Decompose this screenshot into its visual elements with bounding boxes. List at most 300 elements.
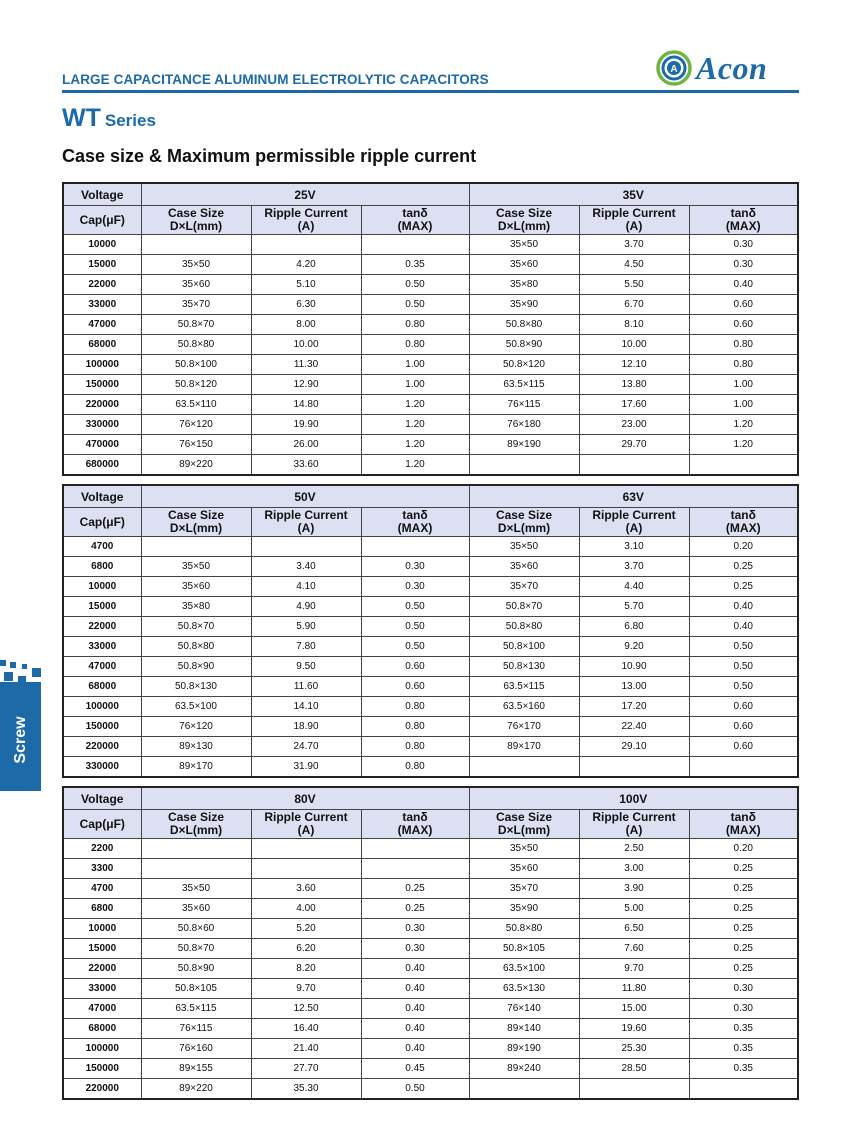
- case-size-header: [469, 508, 579, 537]
- capacitance-cell: 4700: [63, 879, 141, 899]
- header-line-1: Ripple Current: [592, 810, 676, 824]
- tan-delta-cell: [361, 859, 469, 879]
- cap-label: Cap(μF): [63, 206, 141, 235]
- case-size-cell: 50.8×80: [141, 637, 251, 657]
- case-size-cell: 50.8×70: [469, 597, 579, 617]
- ripple-current-cell: 6.50: [579, 919, 689, 939]
- ripple-current-cell: 6.20: [251, 939, 361, 959]
- tan-delta-cell: 0.40: [361, 979, 469, 999]
- spec-table-3: [62, 786, 799, 1100]
- tan-delta-cell: 0.50: [689, 677, 798, 697]
- side-tab-pattern: [0, 660, 41, 688]
- tan-delta-cell: 1.20: [361, 455, 469, 476]
- case-size-cell: 89×240: [469, 1059, 579, 1079]
- case-size-header: [469, 810, 579, 839]
- header-line-2: (A): [625, 521, 643, 535]
- cap-label: Cap(μF): [63, 508, 141, 537]
- case-size-cell: 76×180: [469, 415, 579, 435]
- voltage-row: [63, 485, 798, 508]
- tan-delta-cell: 0.50: [689, 637, 798, 657]
- table-row: [63, 1079, 798, 1100]
- voltage-left: 25V: [141, 183, 469, 206]
- tan-delta-cell: 1.20: [689, 435, 798, 455]
- case-size-cell: 50.8×70: [141, 315, 251, 335]
- case-size-cell: 50.8×70: [141, 939, 251, 959]
- ripple-current-cell: 5.90: [251, 617, 361, 637]
- tan-delta-cell: 0.35: [689, 1019, 798, 1039]
- case-size-cell: 50.8×80: [469, 315, 579, 335]
- case-size-cell: 50.8×60: [141, 919, 251, 939]
- tan-delta-cell: 0.25: [689, 577, 798, 597]
- ripple-current-cell: 26.00: [251, 435, 361, 455]
- table-row: [63, 597, 798, 617]
- ripple-current-cell: 3.60: [251, 879, 361, 899]
- ripple-current-cell: 21.40: [251, 1039, 361, 1059]
- ripple-current-cell: 5.50: [579, 275, 689, 295]
- case-size-cell: 50.8×105: [469, 939, 579, 959]
- capacitance-cell: 10000: [63, 235, 141, 255]
- header-line-2: (A): [297, 219, 315, 233]
- tan-delta-cell: 0.60: [689, 697, 798, 717]
- case-size-cell: 63.5×115: [469, 677, 579, 697]
- capacitance-cell: 680000: [63, 455, 141, 476]
- case-size-cell: [141, 859, 251, 879]
- voltage-right: 63V: [469, 485, 798, 508]
- case-size-cell: 35×80: [141, 597, 251, 617]
- tan-delta-cell: 1.00: [689, 395, 798, 415]
- ripple-current-cell: 10.90: [579, 657, 689, 677]
- voltage-left: 80V: [141, 787, 469, 810]
- table-row: [63, 1059, 798, 1079]
- tan-delta-cell: 0.40: [689, 275, 798, 295]
- ripple-current-cell: 33.60: [251, 455, 361, 476]
- case-size-cell: 35×70: [469, 879, 579, 899]
- ripple-current-header: [251, 508, 361, 537]
- header-line-1: tanδ: [402, 508, 428, 522]
- ripple-current-cell: 5.20: [251, 919, 361, 939]
- tan-delta-cell: [689, 455, 798, 476]
- table-row: [63, 537, 798, 557]
- tan-delta-cell: 0.60: [689, 717, 798, 737]
- table-row: [63, 859, 798, 879]
- tan-delta-cell: 0.25: [689, 939, 798, 959]
- spec-table-2: [62, 484, 799, 778]
- header-line-1: Ripple Current: [592, 206, 676, 220]
- capacitance-cell: 33000: [63, 637, 141, 657]
- tan-delta-cell: 0.35: [361, 255, 469, 275]
- tan-delta-cell: 0.25: [689, 899, 798, 919]
- case-size-cell: 50.8×130: [141, 677, 251, 697]
- capacitance-cell: 47000: [63, 657, 141, 677]
- case-size-cell: 50.8×90: [141, 959, 251, 979]
- table-row: [63, 435, 798, 455]
- table-row: [63, 375, 798, 395]
- case-size-cell: 76×150: [141, 435, 251, 455]
- header-line-1: Ripple Current: [264, 810, 348, 824]
- table-row: [63, 557, 798, 577]
- capacitance-cell: 150000: [63, 717, 141, 737]
- ripple-current-header: [579, 206, 689, 235]
- case-size-header: [141, 206, 251, 235]
- tan-delta-cell: 0.80: [361, 335, 469, 355]
- table-row: [63, 999, 798, 1019]
- ripple-current-cell: 5.10: [251, 275, 361, 295]
- case-size-cell: 50.8×80: [469, 617, 579, 637]
- table-row: [63, 1039, 798, 1059]
- column-header-row: [63, 206, 798, 235]
- ripple-current-cell: 13.80: [579, 375, 689, 395]
- case-size-cell: 35×50: [469, 839, 579, 859]
- table-row: [63, 395, 798, 415]
- tan-delta-cell: [689, 1079, 798, 1100]
- table-row: [63, 617, 798, 637]
- side-tab: [0, 688, 41, 791]
- case-size-cell: 35×50: [469, 537, 579, 557]
- ripple-current-cell: 15.00: [579, 999, 689, 1019]
- case-size-cell: 76×140: [469, 999, 579, 1019]
- tan-delta-cell: 0.20: [689, 537, 798, 557]
- ripple-current-cell: 4.50: [579, 255, 689, 275]
- svg-text:A: A: [670, 64, 678, 75]
- table-row: [63, 355, 798, 375]
- ripple-current-cell: 9.20: [579, 637, 689, 657]
- case-size-cell: 35×50: [469, 235, 579, 255]
- ripple-current-cell: 8.20: [251, 959, 361, 979]
- header-line-2: (MAX): [725, 219, 761, 233]
- ripple-current-cell: 9.70: [579, 959, 689, 979]
- ripple-current-cell: [579, 1079, 689, 1100]
- ripple-current-cell: 8.00: [251, 315, 361, 335]
- tan-delta-header: [361, 206, 469, 235]
- tan-delta-cell: 0.80: [361, 697, 469, 717]
- capacitance-cell: 10000: [63, 919, 141, 939]
- ripple-current-cell: 16.40: [251, 1019, 361, 1039]
- column-header-row: [63, 508, 798, 537]
- series-name: WT: [62, 104, 101, 132]
- case-size-cell: 50.8×100: [141, 355, 251, 375]
- tan-delta-cell: 1.20: [361, 415, 469, 435]
- case-size-cell: 35×50: [141, 557, 251, 577]
- tan-delta-cell: 0.60: [689, 737, 798, 757]
- ripple-current-cell: 6.30: [251, 295, 361, 315]
- case-size-cell: 76×170: [469, 717, 579, 737]
- tan-delta-cell: 0.60: [361, 657, 469, 677]
- ripple-current-cell: 4.10: [251, 577, 361, 597]
- tan-delta-cell: 0.30: [361, 557, 469, 577]
- case-size-cell: 35×50: [141, 879, 251, 899]
- acon-logo-icon: [656, 50, 692, 86]
- header-line-2: (MAX): [397, 219, 433, 233]
- case-size-cell: 35×90: [469, 295, 579, 315]
- header-line-1: tanδ: [730, 810, 756, 824]
- tan-delta-cell: 0.25: [689, 557, 798, 577]
- capacitance-cell: 330000: [63, 757, 141, 778]
- tan-delta-cell: 0.50: [361, 275, 469, 295]
- case-size-cell: 89×170: [141, 757, 251, 778]
- ripple-current-cell: 24.70: [251, 737, 361, 757]
- tan-delta-cell: [361, 839, 469, 859]
- tan-delta-cell: 0.45: [361, 1059, 469, 1079]
- case-size-cell: 63.5×160: [469, 697, 579, 717]
- tan-delta-cell: 0.60: [361, 677, 469, 697]
- table-row: [63, 839, 798, 859]
- header-divider: [62, 90, 799, 93]
- capacitance-cell: 22000: [63, 275, 141, 295]
- header-line-1: Case Size: [167, 206, 225, 220]
- ripple-current-cell: [251, 537, 361, 557]
- case-size-cell: 35×80: [469, 275, 579, 295]
- tan-delta-header: [361, 508, 469, 537]
- ripple-current-cell: 3.40: [251, 557, 361, 577]
- case-size-cell: 50.8×90: [469, 335, 579, 355]
- header-line-1: Case Size: [495, 508, 553, 522]
- header-line-2: (MAX): [397, 823, 433, 837]
- tan-delta-cell: [689, 757, 798, 778]
- table-row: [63, 275, 798, 295]
- ripple-current-cell: [579, 757, 689, 778]
- case-size-cell: [141, 537, 251, 557]
- header-line-2: (A): [297, 823, 315, 837]
- capacitance-cell: 6800: [63, 899, 141, 919]
- tan-delta-cell: 0.80: [361, 717, 469, 737]
- header-line-2: D×L(mm): [497, 521, 551, 535]
- tan-delta-cell: 0.35: [689, 1039, 798, 1059]
- voltage-label: Voltage: [63, 485, 141, 508]
- ripple-current-cell: 27.70: [251, 1059, 361, 1079]
- table-row: [63, 939, 798, 959]
- header-line-1: Ripple Current: [264, 206, 348, 220]
- capacitance-cell: 3300: [63, 859, 141, 879]
- header-line-2: D×L(mm): [169, 219, 223, 233]
- header-line-1: Case Size: [167, 508, 225, 522]
- capacitance-cell: 150000: [63, 1059, 141, 1079]
- header-line-2: (MAX): [725, 521, 761, 535]
- capacitance-cell: 150000: [63, 375, 141, 395]
- case-size-cell: 89×170: [469, 737, 579, 757]
- table-row: [63, 959, 798, 979]
- case-size-cell: 89×155: [141, 1059, 251, 1079]
- header-line-2: D×L(mm): [169, 521, 223, 535]
- case-size-cell: 63.5×110: [141, 395, 251, 415]
- table-row: [63, 577, 798, 597]
- ripple-current-header: [579, 810, 689, 839]
- table-row: [63, 637, 798, 657]
- case-size-cell: 89×220: [141, 1079, 251, 1100]
- ripple-current-cell: [251, 235, 361, 255]
- header-line-1: tanδ: [730, 206, 756, 220]
- capacitance-cell: 33000: [63, 295, 141, 315]
- ripple-current-cell: 6.70: [579, 295, 689, 315]
- table-row: [63, 315, 798, 335]
- tan-delta-cell: 0.80: [361, 315, 469, 335]
- case-size-cell: 35×70: [141, 295, 251, 315]
- ripple-current-cell: 19.90: [251, 415, 361, 435]
- ripple-current-cell: 3.90: [579, 879, 689, 899]
- ripple-current-cell: 31.90: [251, 757, 361, 778]
- case-size-cell: 63.5×130: [469, 979, 579, 999]
- ripple-current-header: [251, 810, 361, 839]
- case-size-header: [141, 508, 251, 537]
- capacitance-cell: 4700: [63, 537, 141, 557]
- tan-delta-cell: 0.50: [361, 597, 469, 617]
- case-size-cell: 35×60: [141, 577, 251, 597]
- ripple-current-cell: 5.70: [579, 597, 689, 617]
- document-header-title: LARGE CAPACITANCE ALUMINUM ELECTROLYTIC CAPACITORS: [62, 72, 489, 87]
- capacitance-cell: 22000: [63, 959, 141, 979]
- tan-delta-cell: 1.00: [689, 375, 798, 395]
- case-size-cell: 76×120: [141, 415, 251, 435]
- tan-delta-cell: 0.80: [689, 355, 798, 375]
- ripple-current-header: [251, 206, 361, 235]
- capacitance-cell: 47000: [63, 999, 141, 1019]
- ripple-current-cell: 14.10: [251, 697, 361, 717]
- section-subtitle: Case size & Maximum permissible ripple current: [62, 146, 477, 166]
- case-size-cell: 76×115: [469, 395, 579, 415]
- capacitance-cell: 68000: [63, 1019, 141, 1039]
- tan-delta-cell: 0.40: [361, 999, 469, 1019]
- ripple-current-cell: 3.70: [579, 235, 689, 255]
- ripple-current-cell: 35.30: [251, 1079, 361, 1100]
- table-row: [63, 657, 798, 677]
- ripple-current-cell: 6.80: [579, 617, 689, 637]
- ripple-current-cell: 22.40: [579, 717, 689, 737]
- table-row: [63, 879, 798, 899]
- ripple-current-cell: 23.00: [579, 415, 689, 435]
- ripple-current-cell: 8.10: [579, 315, 689, 335]
- column-header-row: [63, 810, 798, 839]
- case-size-cell: 76×120: [141, 717, 251, 737]
- case-size-cell: 63.5×115: [469, 375, 579, 395]
- brand-name: Acon: [696, 49, 768, 86]
- ripple-current-cell: [251, 839, 361, 859]
- case-size-cell: 63.5×115: [141, 999, 251, 1019]
- case-size-cell: [469, 455, 579, 476]
- ripple-current-cell: 11.80: [579, 979, 689, 999]
- tan-delta-header: [689, 508, 798, 537]
- ripple-current-cell: 12.10: [579, 355, 689, 375]
- tan-delta-cell: 0.80: [361, 757, 469, 778]
- ripple-current-cell: 11.60: [251, 677, 361, 697]
- ripple-current-cell: 7.80: [251, 637, 361, 657]
- ripple-current-cell: 3.70: [579, 557, 689, 577]
- table-row: [63, 235, 798, 255]
- spec-table-1: [62, 182, 799, 476]
- case-size-cell: 35×50: [141, 255, 251, 275]
- capacitance-cell: 68000: [63, 335, 141, 355]
- table-row: [63, 455, 798, 476]
- table-row: [63, 1019, 798, 1039]
- ripple-current-cell: 12.90: [251, 375, 361, 395]
- ripple-current-cell: [579, 455, 689, 476]
- tan-delta-cell: 0.25: [689, 859, 798, 879]
- capacitance-cell: 220000: [63, 395, 141, 415]
- voltage-label: Voltage: [63, 787, 141, 810]
- header-line-2: (A): [297, 521, 315, 535]
- tan-delta-cell: 0.60: [689, 295, 798, 315]
- case-size-cell: 50.8×105: [141, 979, 251, 999]
- capacitance-cell: 15000: [63, 939, 141, 959]
- capacitance-cell: 6800: [63, 557, 141, 577]
- voltage-row: [63, 787, 798, 810]
- tan-delta-cell: 0.40: [361, 1019, 469, 1039]
- voltage-left: 50V: [141, 485, 469, 508]
- ripple-current-cell: 25.30: [579, 1039, 689, 1059]
- header-line-1: Case Size: [167, 810, 225, 824]
- tan-delta-cell: 0.25: [361, 899, 469, 919]
- case-size-header: [141, 810, 251, 839]
- case-size-cell: 76×160: [141, 1039, 251, 1059]
- ripple-current-cell: 2.50: [579, 839, 689, 859]
- tan-delta-cell: 1.00: [361, 355, 469, 375]
- voltage-right: 35V: [469, 183, 798, 206]
- table-row: [63, 717, 798, 737]
- ripple-current-cell: 10.00: [579, 335, 689, 355]
- ripple-current-cell: 4.20: [251, 255, 361, 275]
- header-line-2: (MAX): [725, 823, 761, 837]
- table-row: [63, 737, 798, 757]
- ripple-current-cell: 4.40: [579, 577, 689, 597]
- capacitance-cell: 220000: [63, 737, 141, 757]
- ripple-current-cell: 29.10: [579, 737, 689, 757]
- voltage-label: Voltage: [63, 183, 141, 206]
- voltage-row: [63, 183, 798, 206]
- header-line-1: tanδ: [402, 810, 428, 824]
- ripple-current-header: [579, 508, 689, 537]
- ripple-current-cell: 19.60: [579, 1019, 689, 1039]
- tan-delta-cell: 0.35: [689, 1059, 798, 1079]
- header-line-1: tanδ: [730, 508, 756, 522]
- ripple-current-cell: 9.70: [251, 979, 361, 999]
- tan-delta-cell: 0.30: [361, 577, 469, 597]
- case-size-cell: [141, 235, 251, 255]
- tan-delta-cell: 0.30: [361, 919, 469, 939]
- capacitance-cell: 47000: [63, 315, 141, 335]
- case-size-cell: 35×90: [469, 899, 579, 919]
- case-size-cell: 89×140: [469, 1019, 579, 1039]
- tan-delta-cell: 0.50: [689, 657, 798, 677]
- ripple-current-cell: 4.00: [251, 899, 361, 919]
- table-row: [63, 697, 798, 717]
- capacitance-cell: 100000: [63, 355, 141, 375]
- ripple-current-cell: 9.50: [251, 657, 361, 677]
- tan-delta-cell: 0.25: [689, 959, 798, 979]
- case-size-cell: 89×190: [469, 435, 579, 455]
- series-suffix: Series: [104, 111, 156, 130]
- capacitance-cell: 15000: [63, 255, 141, 275]
- case-size-cell: 50.8×80: [141, 335, 251, 355]
- capacitance-cell: 100000: [63, 697, 141, 717]
- capacitance-cell: 330000: [63, 415, 141, 435]
- ripple-current-cell: 7.60: [579, 939, 689, 959]
- ripple-current-cell: 17.20: [579, 697, 689, 717]
- case-size-cell: 35×60: [141, 275, 251, 295]
- tan-delta-cell: 0.30: [689, 255, 798, 275]
- tan-delta-cell: 0.25: [689, 879, 798, 899]
- header-line-2: (A): [625, 823, 643, 837]
- tan-delta-cell: 0.25: [361, 879, 469, 899]
- ripple-current-cell: 3.10: [579, 537, 689, 557]
- tan-delta-cell: 0.30: [689, 979, 798, 999]
- capacitance-cell: 15000: [63, 597, 141, 617]
- tan-delta-cell: 0.50: [361, 295, 469, 315]
- case-size-cell: 35×60: [141, 899, 251, 919]
- capacitance-cell: 220000: [63, 1079, 141, 1100]
- tan-delta-cell: 0.80: [361, 737, 469, 757]
- table-row: [63, 899, 798, 919]
- ripple-current-cell: 14.80: [251, 395, 361, 415]
- header-line-2: (MAX): [397, 521, 433, 535]
- tan-delta-header: [689, 206, 798, 235]
